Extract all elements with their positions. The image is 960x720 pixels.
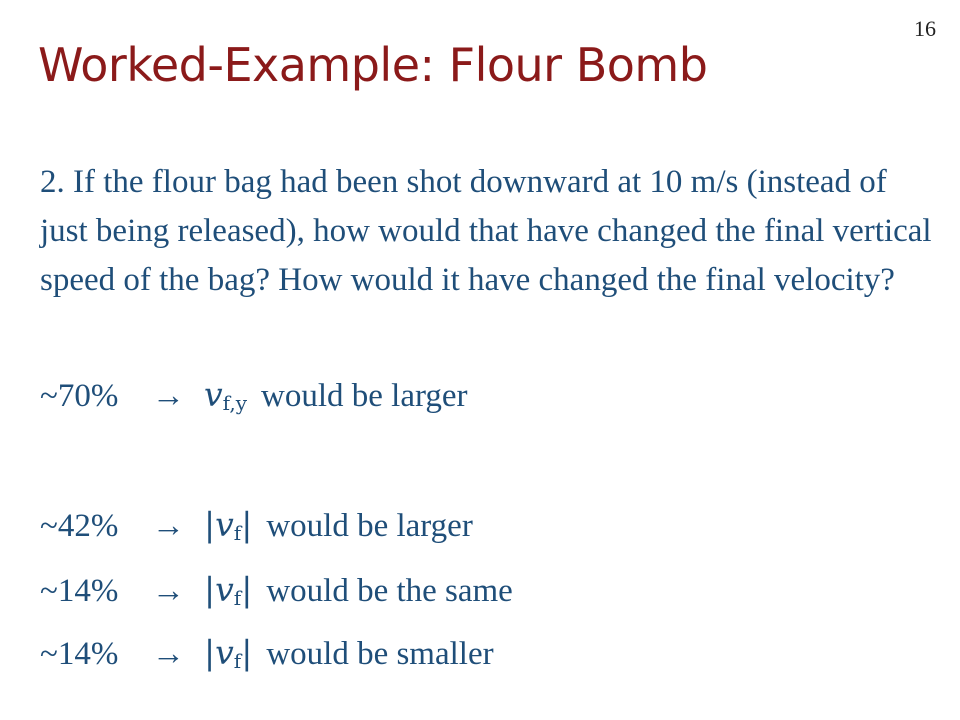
velocity-magnitude-symbol: $|v_f|$ xyxy=(204,505,253,545)
answer-percent: ~14% xyxy=(40,573,119,609)
answer-item-3 xyxy=(40,565,513,615)
answer-percent: ~14% xyxy=(40,636,119,672)
arrow-icon: → xyxy=(152,378,185,414)
answer-item-2 xyxy=(40,500,473,550)
answer-item-1 xyxy=(40,370,468,420)
velocity-magnitude-symbol: $|v_f|$ xyxy=(204,633,253,673)
arrow-icon: → xyxy=(152,573,185,609)
answer-text: would be smaller xyxy=(266,636,494,672)
answer-text: would be the same xyxy=(266,573,513,609)
answer-percent: ~70% xyxy=(40,378,119,414)
answer-text: would be larger xyxy=(266,508,473,544)
velocity-magnitude-symbol: $|v_f|$ xyxy=(204,570,253,610)
answer-percent: ~42% xyxy=(40,508,119,544)
arrow-icon: → xyxy=(152,636,185,672)
velocity-symbol: $v_{f,y}$ xyxy=(204,375,248,415)
arrow-icon: → xyxy=(152,508,185,544)
question-text: 2. If the flour bag had been shot downward at 10 m/s (instead of just being released), how would that have changed the final vertical speed of the bag? How would it have changed the final velocity? xyxy=(40,164,932,298)
answer-item-4 xyxy=(40,628,494,678)
slide-title: Worked-Example: Flour Bomb xyxy=(38,38,708,92)
answer-text: would be larger xyxy=(261,378,468,414)
page-number: 16 xyxy=(914,16,936,41)
